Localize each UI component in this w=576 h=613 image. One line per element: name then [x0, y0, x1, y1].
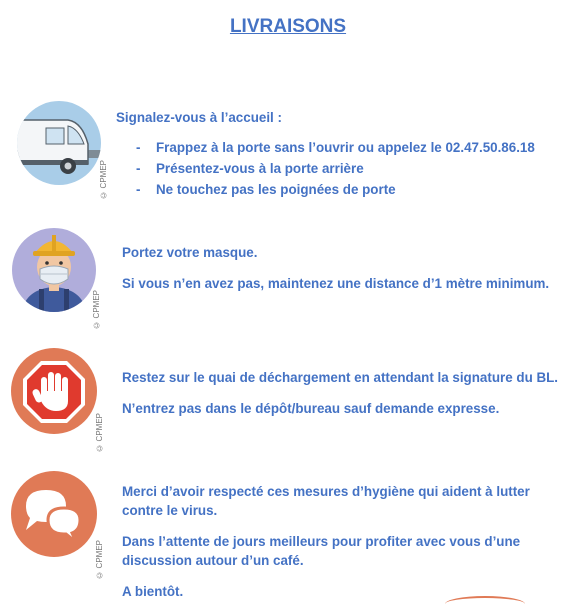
list-item: - Ne touchez pas les poignées de porte	[136, 182, 396, 197]
section-stop-text	[122, 368, 574, 430]
paragraph: A bientôt.	[122, 584, 184, 599]
stop-hand-icon	[10, 347, 98, 435]
copyright-mark: © CPMEP	[95, 413, 104, 453]
paragraph: Portez votre masque.	[122, 245, 258, 260]
paragraph: Dans l’attente de jours meilleurs pour profiter avec vous d’une discussion autour d’un café.	[122, 534, 521, 568]
paragraph: Si vous n’en avez pas, maintenez une distance d’1 mètre minimum.	[122, 276, 550, 291]
section-thanks-text	[122, 482, 547, 613]
decorative-arc	[445, 596, 525, 612]
list-item: - Présentez-vous à la porte arrière	[136, 161, 364, 176]
paragraph: Merci d’avoir respecté ces mesures d’hygiène qui aident à lutter contre le virus.	[122, 484, 530, 518]
section-mask-text	[122, 243, 572, 305]
speech-bubbles-icon	[10, 470, 98, 558]
section-heading: Signalez-vous à l’accueil :	[116, 110, 282, 125]
page-title: LIVRAISONS	[229, 16, 347, 37]
paragraph: N’entrez pas dans le dépôt/bureau sauf demande expresse.	[122, 401, 500, 416]
paragraph: Restez sur le quai de déchargement en attendant la signature du BL.	[122, 370, 559, 385]
copyright-mark: © CPMEP	[95, 540, 104, 580]
instructions-list	[136, 138, 566, 201]
delivery-truck-icon	[16, 100, 102, 186]
section-delivery-text	[116, 108, 566, 201]
masked-worker-icon	[11, 227, 97, 313]
list-item: - Frappez à la porte sans l’ouvrir ou appelez le 02.47.50.86.18	[136, 140, 535, 155]
copyright-mark: © CPMEP	[99, 160, 108, 200]
copyright-mark: © CPMEP	[92, 290, 101, 330]
